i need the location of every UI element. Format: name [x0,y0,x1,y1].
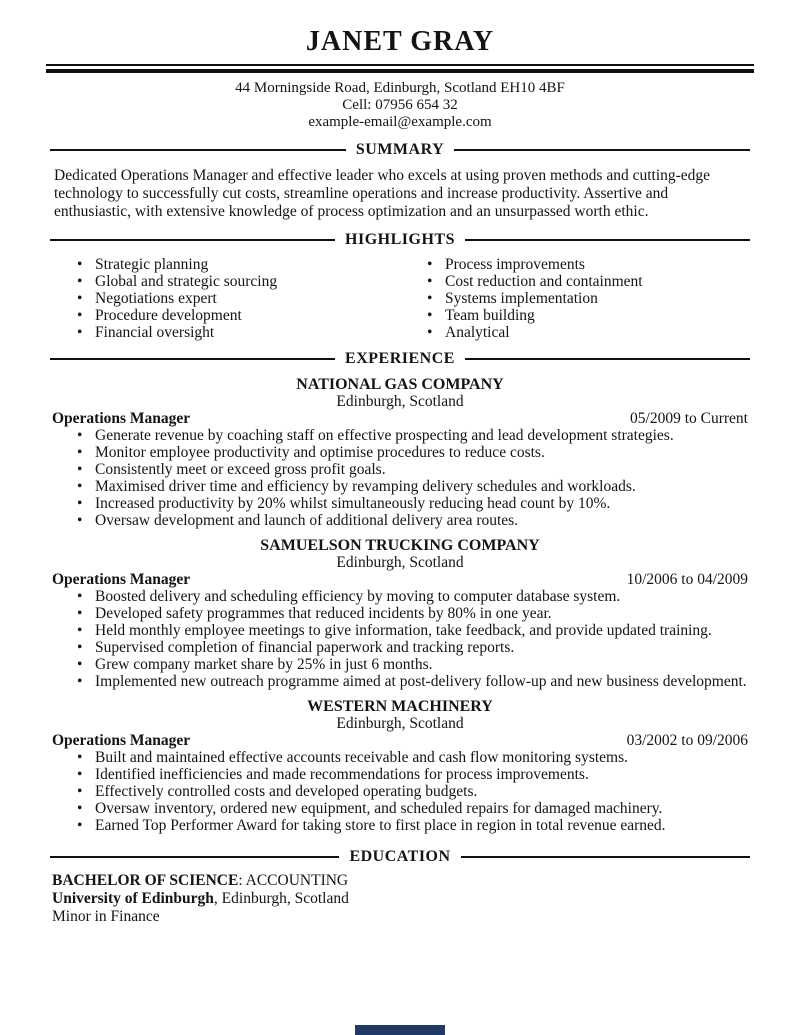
job-bullet: • Implemented new outreach programme aimed at post-delivery follow-up and new business development. [75,673,750,690]
education-degree: BACHELOR OF SCIENCE [52,872,239,889]
highlights-columns [0,256,800,341]
section-title-highlights: HIGHLIGHTS [345,231,455,248]
job-bullet: • Monitor employee productivity and optimise procedures to reduce costs. [75,444,750,461]
section-header-highlights [50,231,750,249]
highlight-item: • Global and strategic sourcing [75,273,400,290]
contact-address: 44 Morningside Road, Edinburgh, Scotland EH10 4BF [235,80,565,96]
candidate-name: JANET GRAY [305,26,495,57]
divider-line [461,856,750,858]
section-header-experience [50,350,750,368]
divider-line [465,358,750,360]
section-title-experience: EXPERIENCE [345,350,455,367]
highlight-item: • Systems implementation [425,290,800,307]
job-bullet: • Grew company market share by 25% in just 6 months. [75,656,750,673]
job-meta-row [52,410,748,427]
job-bullet: • Held monthly employee meetings to give information, take feedback, and provide updated training. [75,622,750,639]
section-header-summary [50,141,750,159]
job-bullet: • Consistently meet or exceed gross profit goals. [75,461,750,478]
section-title-summary: SUMMARY [355,141,445,158]
job-bullet: • Generate revenue by coaching staff on effective prospecting and lead development strategies. [75,427,750,444]
job-bullet: • Oversaw inventory, ordered new equipment, and scheduled repairs for damaged machinery. [75,800,750,817]
contact-phone: Cell: 07956 654 32 [342,97,458,113]
divider-line [50,239,335,241]
education-school-line [52,890,748,908]
header-divider [46,64,754,73]
job-role: Operations Manager [52,410,191,427]
job-bullet: • Increased productivity by 20% whilst simultaneously reducing head count by 10%. [75,495,750,512]
job-location: Edinburgh, Scotland [336,715,464,732]
education-minor: Minor in Finance [52,908,160,925]
section-title-education: EDUCATION [349,848,451,865]
job-bullet: • Developed safety programmes that reduced incidents by 80% in one year. [75,605,750,622]
job-dates: 03/2002 to 09/2006 [626,732,748,749]
divider-line [50,358,335,360]
job-location: Edinburgh, Scotland [336,554,464,571]
divider-line [465,239,750,241]
highlight-item: • Strategic planning [75,256,400,273]
highlights-list-left [75,256,400,341]
highlight-item: • Cost reduction and containment [425,273,800,290]
job-bullet-list [75,749,750,834]
divider-line [454,149,750,151]
highlights-column-left [0,256,400,341]
divider-line [50,856,339,858]
job-company: SAMUELSON TRUCKING COMPANY [260,537,540,554]
job-bullet: • Boosted delivery and scheduling efficiency by moving to computer database system. [75,588,750,605]
job-entry-western-machinery [0,698,800,834]
job-bullet: • Oversaw development and launch of additional delivery area routes. [75,512,750,529]
footer-accent-bar [355,1025,445,1035]
education-block [52,872,748,926]
highlight-item: • Procedure development [75,307,400,324]
job-location: Edinburgh, Scotland [336,393,464,410]
job-entry-national-gas [0,376,800,529]
highlight-item: • Financial oversight [75,324,400,341]
job-bullet: • Built and maintained effective accounts receivable and cash flow monitoring systems. [75,749,750,766]
job-role: Operations Manager [52,571,191,588]
job-bullet: • Supervised completion of financial paperwork and tracking reports. [75,639,750,656]
job-bullet: • Identified inefficiencies and made recommendations for process improvements. [75,766,750,783]
job-entry-samuelson-trucking [0,537,800,690]
contact-block [0,80,800,131]
job-bullet: • Maximised driver time and efficiency by revamping delivery schedules and workloads. [75,478,750,495]
highlights-column-right [400,256,800,341]
education-school: University of Edinburgh [52,890,214,907]
job-bullet: • Effectively controlled costs and developed operating budgets. [75,783,750,800]
job-bullet-list [75,588,750,690]
summary-text: Dedicated Operations Manager and effective leader who excels at using proven methods and cutting-edge technology to successfully cut costs, streamline operations and increase productivity. Assertive and enthusiastic, with extensive knowledge of process optimization and an unsurpassed worth ethic. [54,167,711,220]
highlight-item: • Analytical [425,324,800,341]
education-school-location: , Edinburgh, Scotland [213,890,349,907]
job-role: Operations Manager [52,732,191,749]
job-company: NATIONAL GAS COMPANY [296,376,504,393]
contact-email: example-email@example.com [308,114,492,130]
job-company: WESTERN MACHINERY [307,698,493,715]
job-bullet: • Earned Top Performer Award for taking store to first place in region in total revenue earned. [75,817,750,834]
education-degree-line [52,872,748,890]
divider-line [50,149,346,151]
education-major: : ACCOUNTING [238,872,349,889]
section-header-education [50,848,750,866]
highlight-item: • Team building [425,307,800,324]
job-dates: 05/2009 to Current [630,410,748,427]
highlights-list-right [425,256,800,341]
highlight-item: • Negotiations expert [75,290,400,307]
job-meta-row [52,571,748,588]
job-meta-row [52,732,748,749]
job-dates: 10/2006 to 04/2009 [626,571,748,588]
job-bullet-list [75,427,750,529]
highlight-item: • Process improvements [425,256,800,273]
